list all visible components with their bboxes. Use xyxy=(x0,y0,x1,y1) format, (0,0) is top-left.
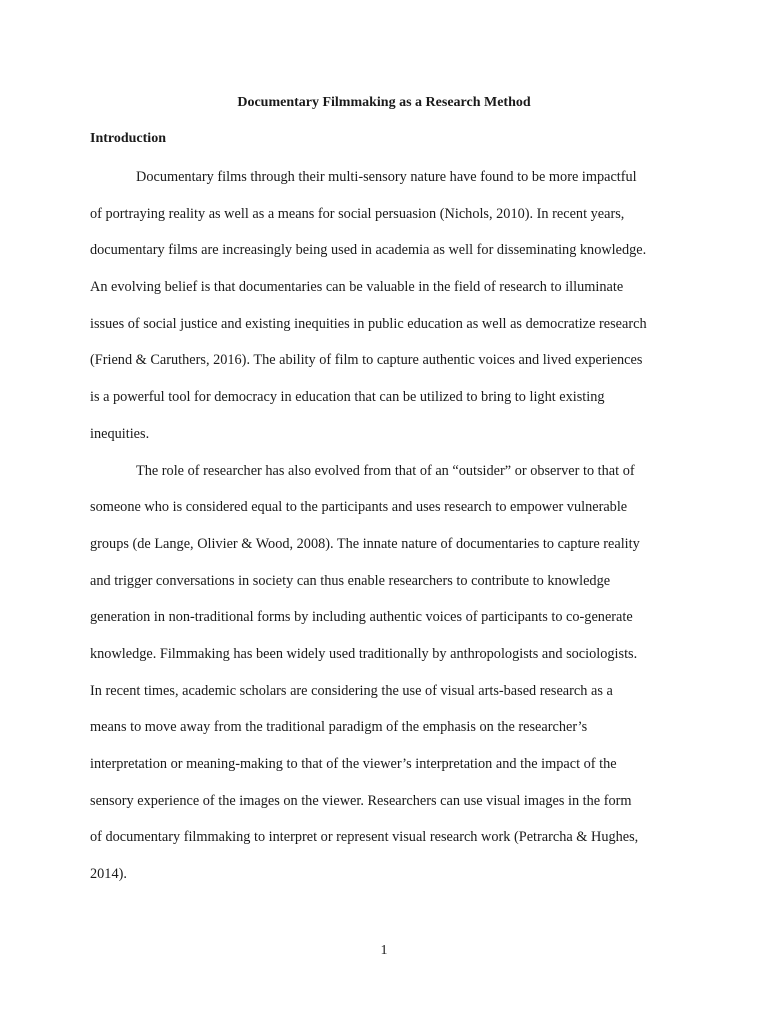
page-number: 1 xyxy=(380,943,388,958)
paragraph-line: inequities. xyxy=(90,426,150,442)
paragraph-line: documentary films are increasingly being used in academia as well for disseminating knowledge. xyxy=(90,242,647,258)
paragraph-line: knowledge. Filmmaking has been widely used traditionally by anthropologists and sociologists. xyxy=(90,646,638,662)
paragraph-line: generation in non-traditional forms by including authentic voices of participants to co-generate xyxy=(90,609,633,625)
paragraph-line: An evolving belief is that documentaries can be valuable in the field of research to illuminate xyxy=(90,279,624,295)
paragraph-line: groups (de Lange, Olivier & Wood, 2008). The innate nature of documentaries to capture reality xyxy=(90,536,640,552)
paragraph-line: interpretation or meaning-making to that of the viewer’s interpretation and the impact of the xyxy=(90,756,617,772)
paragraph-line: Documentary films through their multi-sensory nature have found to be more impactful xyxy=(136,169,637,185)
paragraph-line: of documentary filmmaking to interpret or represent visual research work (Petrarcha & Hughes, xyxy=(90,829,639,845)
paragraph-line: of portraying reality as well as a means for social persuasion (Nichols, 2010). In recent years, xyxy=(90,206,625,222)
paragraph-line: 2014). xyxy=(90,866,127,882)
paragraph-line: In recent times, academic scholars are considering the use of visual arts-based research as a xyxy=(90,683,613,699)
paragraph-line: sensory experience of the images on the viewer. Researchers can use visual images in the form xyxy=(90,793,632,809)
paragraph-line: is a powerful tool for democracy in education that can be utilized to bring to light existing xyxy=(90,389,605,405)
paragraph-line: and trigger conversations in society can thus enable researchers to contribute to knowledge xyxy=(90,573,611,589)
paragraph-line: means to move away from the traditional paradigm of the emphasis on the researcher’s xyxy=(90,719,588,735)
paragraph-line: (Friend & Caruthers, 2016). The ability of film to capture authentic voices and lived experiences xyxy=(90,352,643,368)
paragraph-line: issues of social justice and existing inequities in public education as well as democratize research xyxy=(90,316,647,332)
paragraph-line: someone who is considered equal to the participants and uses research to empower vulnerable xyxy=(90,499,628,515)
section-heading-introduction: Introduction xyxy=(90,131,166,146)
document-title: Documentary Filmmaking as a Research Method xyxy=(237,95,531,110)
paragraph-line: The role of researcher has also evolved from that of an “outsider” or observer to that of xyxy=(136,463,635,479)
